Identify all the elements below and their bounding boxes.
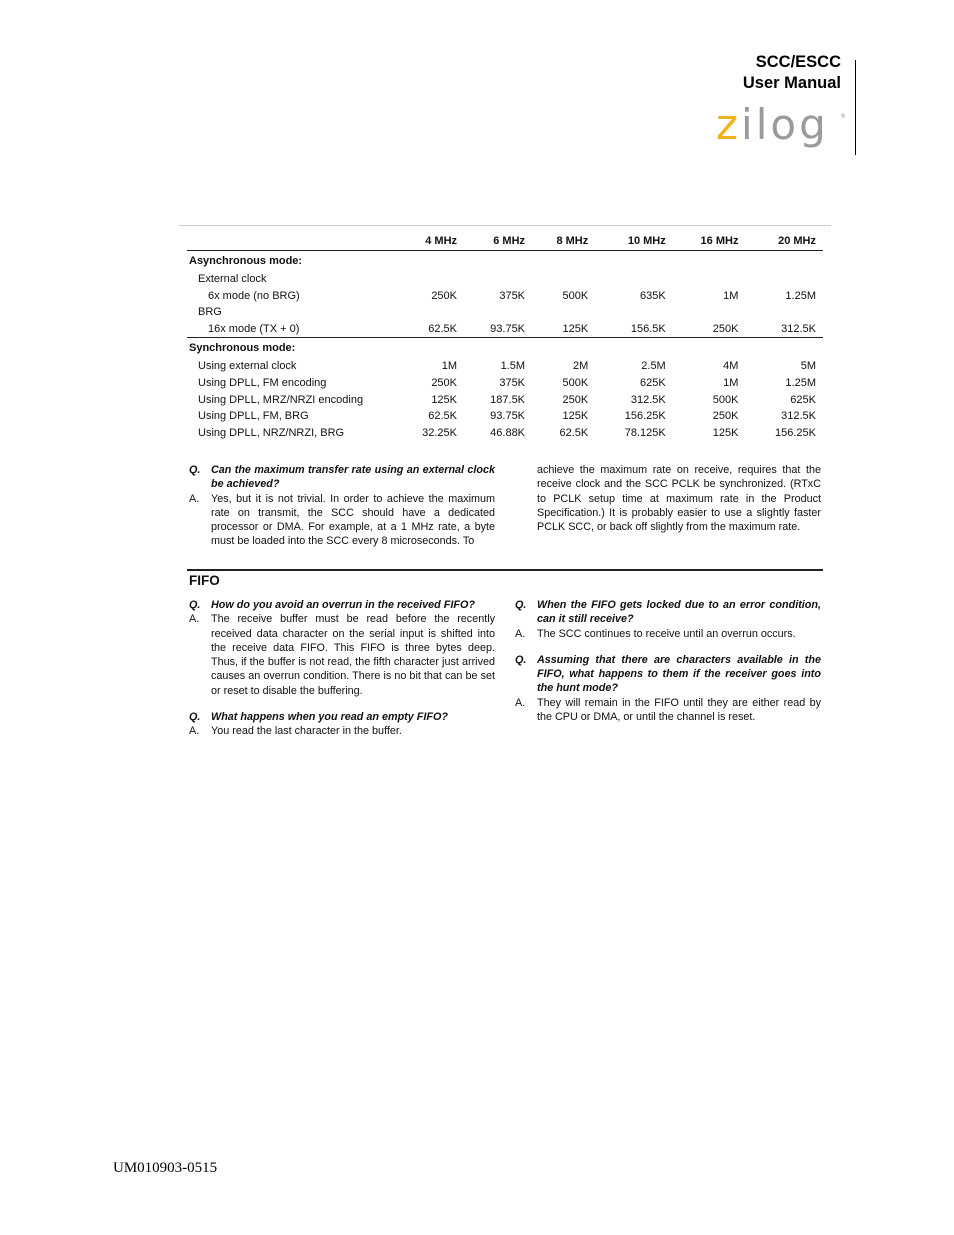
- cell: 125K: [562, 410, 589, 423]
- cell: 125K: [532, 321, 595, 338]
- table-row: [187, 358, 823, 375]
- external-clock-label: External clock: [198, 273, 267, 285]
- cell: 312.5K: [781, 410, 816, 423]
- answer-tag: A.: [515, 696, 526, 709]
- fifo-heading: FIFO: [189, 573, 220, 588]
- cell: 625K: [790, 393, 816, 406]
- title-line-1: SCC/ESCC: [755, 53, 841, 71]
- answer-tag: A.: [515, 627, 526, 640]
- svg-text:®: ®: [840, 113, 846, 120]
- row-label: 6x mode (no BRG): [208, 289, 300, 302]
- answer-tag: A.: [189, 492, 200, 505]
- section-divider: [187, 569, 823, 571]
- cell: 635K: [640, 289, 666, 302]
- cell: 375K: [499, 376, 526, 389]
- transfer-rate-table: [187, 233, 823, 441]
- cell: 156.5K: [595, 321, 672, 338]
- question-tag: Q.: [515, 599, 527, 611]
- col-header: 16 MHz: [673, 233, 746, 251]
- cell: 312.5K: [630, 393, 666, 406]
- zilog-logo: [716, 104, 846, 154]
- cell: 62.5K: [559, 426, 589, 439]
- question-text: How do you avoid an overrun in the received FIFO?: [211, 599, 475, 611]
- sublabel-row: [187, 304, 823, 321]
- question-tag: Q.: [189, 711, 201, 724]
- answer-tag: A.: [189, 725, 200, 738]
- section-row-sync: [187, 338, 823, 359]
- table-row: [187, 288, 823, 305]
- question: [515, 598, 821, 627]
- fifo-qa-left: [189, 598, 495, 739]
- answer-text: The SCC continues to receive until an overrun occurs.: [537, 627, 796, 640]
- cell: 93.75K: [464, 321, 532, 338]
- cell: 500K: [712, 393, 739, 406]
- cell: 93.75K: [490, 410, 526, 423]
- question: [189, 463, 495, 492]
- async-heading: Asynchronous mode:: [189, 255, 303, 267]
- answer-text: They will remain in the FIFO until they are either read by the CPU or DMA, or until the channel is reset.: [537, 696, 821, 724]
- scanned-excerpt: [179, 225, 831, 765]
- cell: 500K: [562, 376, 589, 389]
- table-header-row: [187, 233, 823, 251]
- answer-tag: A.: [189, 613, 200, 626]
- cell: 2M: [572, 360, 589, 373]
- cell: 1.5M: [500, 360, 526, 373]
- answer: [189, 612, 495, 698]
- question: [515, 653, 821, 696]
- cell: 1.25M: [785, 376, 816, 389]
- cell: 187.5K: [490, 393, 526, 406]
- cell: 156.25K: [775, 426, 816, 439]
- cell: 500K: [562, 289, 589, 302]
- cell: 250K: [673, 321, 746, 338]
- answer-continuation: achieve the maximum rate on receive, requires that the receive clock and the SCC PCLK be synchronized. (RTxC to PCLK setup time at maximum rate in the Product Specification.) It is probably easier to use a slightly faster PCLK SCC, or back off slightly from the maximum rate.: [537, 464, 821, 534]
- table-row: [187, 392, 823, 409]
- title-line-2: User Manual: [742, 74, 841, 92]
- cell: 5M: [800, 360, 816, 373]
- zilog-logo-graphic: [716, 104, 846, 154]
- excerpt-top-edge: [179, 225, 831, 226]
- sublabel-row: [187, 271, 823, 288]
- header-divider: [855, 60, 856, 155]
- row-label: Using DPLL, NRZ/NRZI, BRG: [198, 426, 345, 439]
- qa-transfer-left: [189, 463, 495, 549]
- cell: 312.5K: [745, 321, 823, 338]
- section-row-async: [187, 251, 823, 272]
- question-text: Assuming that there are characters available in the FIFO, what happens to them if the receiver goes into the hunt mode?: [537, 653, 821, 695]
- question: [189, 598, 495, 612]
- cell: 125K: [431, 393, 458, 406]
- brg-label: BRG: [198, 306, 222, 319]
- document-title: [743, 52, 841, 94]
- table-row: [187, 375, 823, 392]
- col-header: 8 MHz: [532, 233, 595, 251]
- question-tag: Q.: [515, 653, 527, 666]
- cell: 375K: [499, 289, 526, 302]
- svg-text:zilog: zilog: [716, 104, 829, 149]
- col-header: 10 MHz: [595, 233, 672, 251]
- cell: 250K: [431, 289, 458, 302]
- answer: [189, 492, 495, 549]
- cell: 78.125K: [624, 426, 666, 439]
- sync-heading: Synchronous mode:: [189, 342, 296, 355]
- answer: [189, 724, 495, 738]
- cell: 625K: [640, 376, 666, 389]
- cell: 156.25K: [624, 410, 666, 423]
- cell: 4M: [723, 360, 739, 373]
- cell: 46.88K: [490, 426, 526, 439]
- question-text: When the FIFO gets locked due to an error condition, can it still receive?: [537, 599, 821, 626]
- cell: 32.25K: [422, 426, 458, 439]
- col-header: 20 MHz: [745, 233, 823, 251]
- row-label: Using external clock: [198, 360, 297, 373]
- fifo-qa-right: [515, 598, 821, 724]
- answer: [515, 696, 821, 725]
- cell: 1.25M: [785, 289, 816, 302]
- cell: 1M: [723, 376, 739, 389]
- cell: 62.5K: [428, 410, 458, 423]
- document-number: UM010903-0515: [113, 1160, 218, 1176]
- question-tag: Q.: [189, 599, 201, 611]
- table-row: [187, 425, 823, 442]
- cell: 250K: [431, 376, 458, 389]
- cell: 250K: [562, 393, 589, 406]
- cell: 62.5K: [396, 321, 464, 338]
- row-label: Using DPLL, FM, BRG: [198, 410, 309, 423]
- table-row: [187, 408, 823, 425]
- answer-text: The receive buffer must be read before the recently received data character on the serial input is shifted into the receive data FIFO. This FIFO is three bytes deep. Thus, if the buffer is not read, the fifth character just arrived causes an overrun condition. There is no bit that can be set or reset to disable the buffering.: [211, 613, 495, 697]
- cell: 250K: [712, 410, 739, 423]
- answer-text: Yes, but it is not trivial. In order to achieve the maximum rate on transmit, the SCC should have a dedicated processor or DMA. For example, at a 1 MHz rate, a byte must be loaded into the SCC every 8 microseconds. To: [211, 492, 495, 548]
- col-header: 4 MHz: [396, 233, 464, 251]
- cell: 125K: [712, 426, 739, 439]
- row-label: Using DPLL, MRZ/NRZI encoding: [198, 393, 364, 406]
- cell: 1M: [723, 289, 739, 302]
- cell: 1M: [441, 360, 458, 373]
- row-label: 16x mode (TX + 0): [187, 321, 396, 338]
- question-tag: Q.: [189, 464, 201, 476]
- question-text: What happens when you read an empty FIFO?: [211, 711, 448, 724]
- answer: [515, 627, 821, 641]
- cell: 2.5M: [641, 360, 666, 373]
- col-header: 6 MHz: [464, 233, 532, 251]
- question-text: Can the maximum transfer rate using an external clock be achieved?: [211, 464, 495, 491]
- answer-text: You read the last character in the buffer.: [211, 725, 402, 738]
- question: [189, 710, 495, 724]
- row-label: Using DPLL, FM encoding: [198, 376, 327, 389]
- table-row: [187, 321, 823, 338]
